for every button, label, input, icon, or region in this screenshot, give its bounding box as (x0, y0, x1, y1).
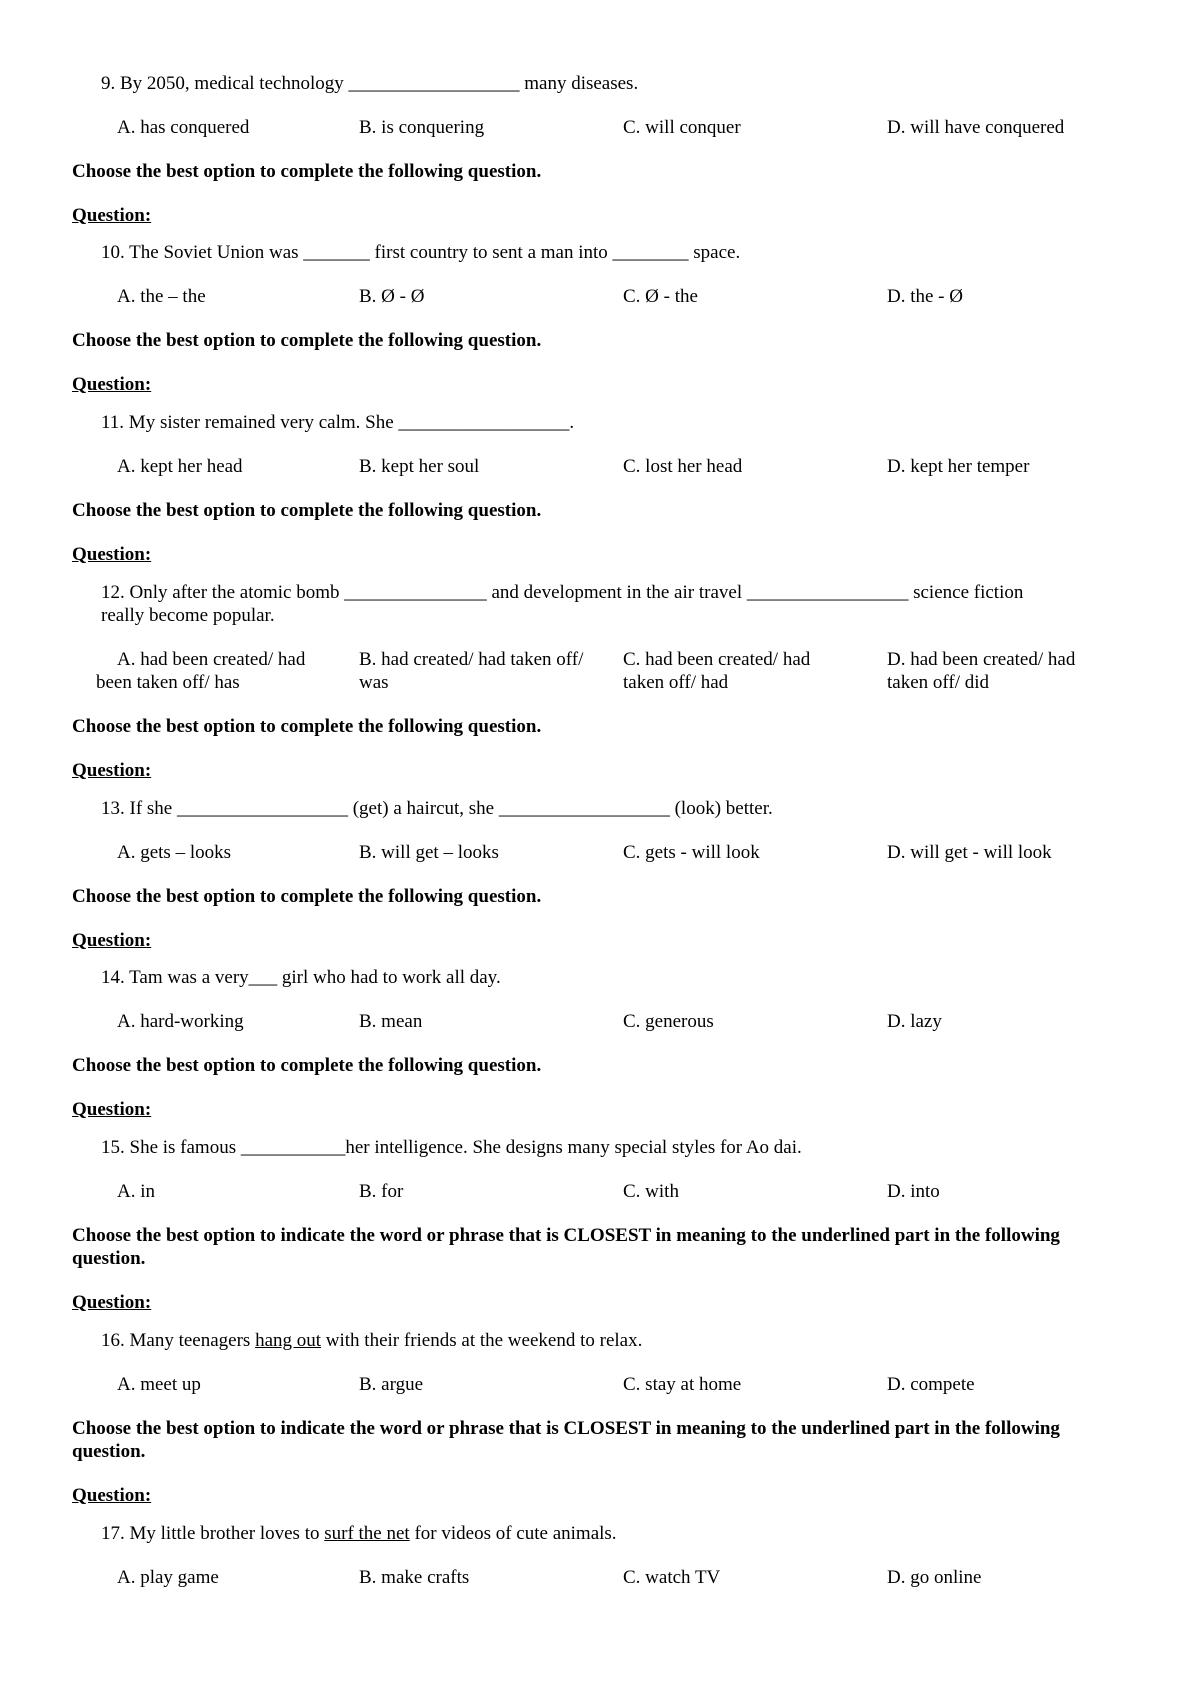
question-16-option-d: D. compete (887, 1374, 975, 1395)
question-17-label: Question: (72, 1485, 152, 1506)
question-15-label: Question: (72, 1099, 152, 1120)
question-12-stem-line-1: 12. Only after the atomic bomb _______________ and development in the air travel _________________ science fiction (101, 582, 1024, 603)
question-10-label: Question: (72, 205, 152, 226)
question-9-option-c: C. will conquer (623, 117, 741, 138)
question-17-stem-after: for videos of cute animals. (409, 1523, 617, 1544)
question-17-option-b: B. make crafts (359, 1567, 470, 1588)
question-16-option-b: B. argue (359, 1374, 424, 1395)
question-16-underlined-phrase: hang out (255, 1330, 322, 1351)
question-15-option-d: D. into (887, 1181, 940, 1202)
question-16-stem-after: with their friends at the weekend to relax. (321, 1330, 643, 1351)
question-13-option-c: C. gets - will look (623, 842, 760, 863)
question-10-option-d: D. the - Ø (887, 286, 963, 307)
question-11-option-a: A. kept her head (117, 456, 243, 477)
question-14-option-d: D. lazy (887, 1011, 942, 1032)
question-17-underlined-phrase: surf the net (324, 1523, 410, 1544)
question-10-option-a: A. the – the (117, 286, 206, 307)
question-13-option-b: B. will get – looks (359, 842, 499, 863)
question-17-option-c: C. watch TV (623, 1567, 721, 1588)
question-16-instruction: Choose the best option to indicate the word or phrase that is CLOSEST in meaning to the underlined part in the following question. (72, 1225, 1060, 1269)
question-15-option-a: A. in (117, 1181, 155, 1202)
question-12-option-a: A. had been created/ had been taken off/ has (96, 649, 306, 693)
question-12-option-b: B. had created/ had taken off/ was (359, 649, 584, 693)
question-11-label: Question: (72, 374, 152, 395)
question-9-stem: 9. By 2050, medical technology __________________ many diseases. (101, 73, 639, 94)
question-17-stem (101, 1522, 617, 1545)
question-10-instruction: Choose the best option to complete the following question. (72, 161, 542, 182)
question-12-option-d: D. had been created/ had taken off/ did (887, 649, 1076, 693)
question-14-option-c: C. generous (623, 1011, 714, 1032)
question-11-option-c: C. lost her head (623, 456, 743, 477)
question-15-stem: 15. She is famous ___________her intelligence. She designs many special styles for Ao dai. (101, 1137, 802, 1158)
question-9-option-a: A. has conquered (117, 117, 250, 138)
question-11-option-b: B. kept her soul (359, 456, 480, 477)
question-14-stem: 14. Tam was a very___ girl who had to work all day. (101, 967, 501, 988)
question-17-instruction: Choose the best option to indicate the word or phrase that is CLOSEST in meaning to the underlined part in the following question. (72, 1418, 1060, 1462)
question-12-option-c: C. had been created/ had taken off/ had (623, 649, 811, 693)
question-13-option-d: D. will get - will look (887, 842, 1052, 863)
question-14-option-b: B. mean (359, 1011, 423, 1032)
question-12-label: Question: (72, 544, 152, 565)
question-10-stem: 10. The Soviet Union was _______ first country to sent a man into ________ space. (101, 242, 741, 263)
question-17-stem-before: 17. My little brother loves to (101, 1523, 325, 1544)
question-15-option-b: B. for (359, 1181, 404, 1202)
question-17-option-d: D. go online (887, 1567, 982, 1588)
question-11-instruction: Choose the best option to complete the following question. (72, 330, 542, 351)
question-15-instruction: Choose the best option to complete the following question. (72, 1055, 542, 1076)
question-15-option-c: C. with (623, 1181, 679, 1202)
question-17-option-a: A. play game (117, 1567, 219, 1588)
question-12-stem-line-2: really become popular. (101, 605, 275, 626)
question-9-option-d: D. will have conquered (887, 117, 1065, 138)
question-13-label: Question: (72, 760, 152, 781)
question-11-stem: 11. My sister remained very calm. She __________________. (101, 412, 575, 433)
question-10-option-b: B. Ø - Ø (359, 286, 425, 307)
question-13-option-a: A. gets – looks (117, 842, 231, 863)
question-9-option-b: B. is conquering (359, 117, 485, 138)
question-16-stem-before: 16. Many teenagers (101, 1330, 256, 1351)
question-16-option-c: C. stay at home (623, 1374, 742, 1395)
question-14-option-a: A. hard-working (117, 1011, 244, 1032)
question-14-instruction: Choose the best option to complete the following question. (72, 886, 542, 907)
question-16-stem (101, 1329, 642, 1352)
question-11-option-d: D. kept her temper (887, 456, 1030, 477)
question-16-label: Question: (72, 1292, 152, 1313)
question-14-label: Question: (72, 930, 152, 951)
question-10-option-c: C. Ø - the (623, 286, 698, 307)
question-16-option-a: A. meet up (117, 1374, 201, 1395)
question-13-instruction: Choose the best option to complete the following question. (72, 716, 542, 737)
question-12-instruction: Choose the best option to complete the following question. (72, 500, 542, 521)
question-13-stem: 13. If she __________________ (get) a haircut, she __________________ (look) better. (101, 798, 773, 819)
